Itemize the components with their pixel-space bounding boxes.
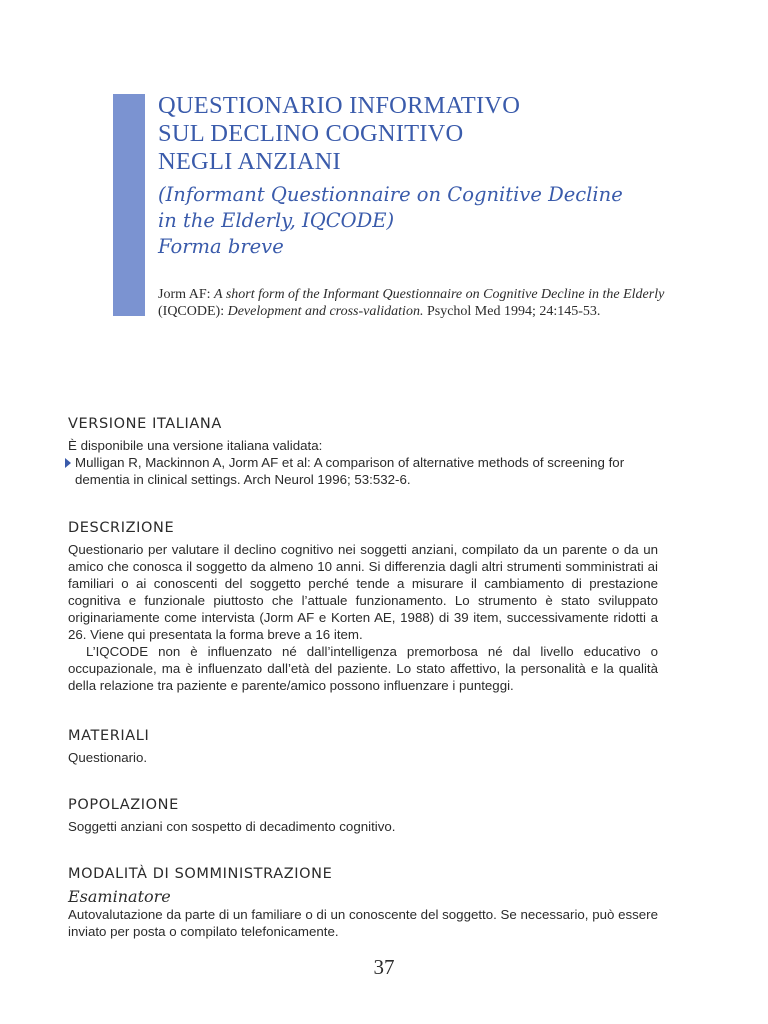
subtitle-line-2: in the Elderly, IQCODE): [158, 209, 395, 232]
section-popolazione: [68, 796, 658, 835]
citation-subtitle: Development and cross-validation.: [227, 304, 424, 319]
subtitle-line-1: (Informant Questionnaire on Cognitive Decline: [158, 183, 623, 206]
page-number: 37: [373, 955, 395, 979]
section-heading-descrizione: DESCRIZIONE: [68, 520, 175, 536]
section-heading-modalita: MODALITÀ DI SOMMINISTRAZIONE: [68, 866, 333, 882]
title-line-2: SUL DECLINO COGNITIVO: [158, 120, 464, 147]
versione-intro: È disponibile una versione italiana validata:: [68, 438, 323, 453]
section-heading-versione: VERSIONE ITALIANA: [68, 416, 222, 432]
citation-author: Jorm AF:: [158, 287, 215, 302]
title-line-1: QUESTIONARIO INFORMATIVO: [158, 92, 521, 119]
section-descrizione: [68, 519, 658, 694]
section-heading-materiali: MATERIALI: [68, 728, 150, 744]
citation-title: A short form of the Informant Questionnaire on Cognitive Decline in the Elderly: [214, 287, 665, 302]
title-line-3: NEGLI ANZIANI: [158, 148, 341, 175]
subheading-esaminatore: Esaminatore: [68, 887, 171, 906]
title-accent-bar: [113, 94, 145, 316]
citation-source: Psychol Med 1994; 24:145-53.: [423, 304, 601, 319]
materiali-text: Questionario.: [68, 750, 148, 765]
popolazione-text: Soggetti anziani con sospetto di decadimento cognitivo.: [68, 819, 396, 834]
citation-abbrev: (IQCODE):: [158, 304, 228, 319]
section-materiali: [68, 727, 658, 766]
section-heading-popolazione: POPOLAZIONE: [68, 797, 179, 813]
reference-list-item: [65, 454, 658, 488]
modalita-text: Autovalutazione da parte di un familiare o di un conoscente del soggetto. Se necessario, può essere inviato per posta o compilato telefonicamente.: [68, 907, 658, 939]
reference-citation: [158, 286, 678, 320]
document-title: [158, 92, 718, 260]
section-modalita: [68, 865, 658, 940]
descrizione-paragraph-2: L’IQCODE non è influenzato né dall’intelligenza premorbosa né dal livello educativo o occupazionale, ma è influenzato dall’età del paziente. Lo stato affettivo, la personalità e la qualità della relazione tra paziente e parente/amico possono influenzare i punteggi.: [68, 644, 658, 693]
subtitle-line-3: Forma breve: [158, 235, 284, 258]
bullet-arrow-icon: [65, 458, 71, 468]
section-versione-italiana: [68, 415, 658, 488]
reference-text: Mulligan R, Mackinnon A, Jorm AF et al: A comparison of alternative methods of screening for dementia in clinical settings. Arch Neurol 1996; 53:532-6.: [75, 455, 625, 487]
descrizione-paragraph-1: Questionario per valutare il declino cognitivo nei soggetti anziani, compilato da un parente o da un amico che conosca il soggetto da almeno 10 anni. Si differenzia dagli altri strumenti somministrati ai familiari o ai conoscenti del soggetto perché tende a misurare il cambiamento di prestazione cognitiva e funzionale piuttosto che l’attuale funzionamento. Lo strumento è stato sviluppato originariamente come intervista (Jorm AF e Korten AE, 1988) di 39 item, successivamente ridotti a 26. Viene qui presentata la forma breve a 16 item.: [68, 542, 658, 642]
